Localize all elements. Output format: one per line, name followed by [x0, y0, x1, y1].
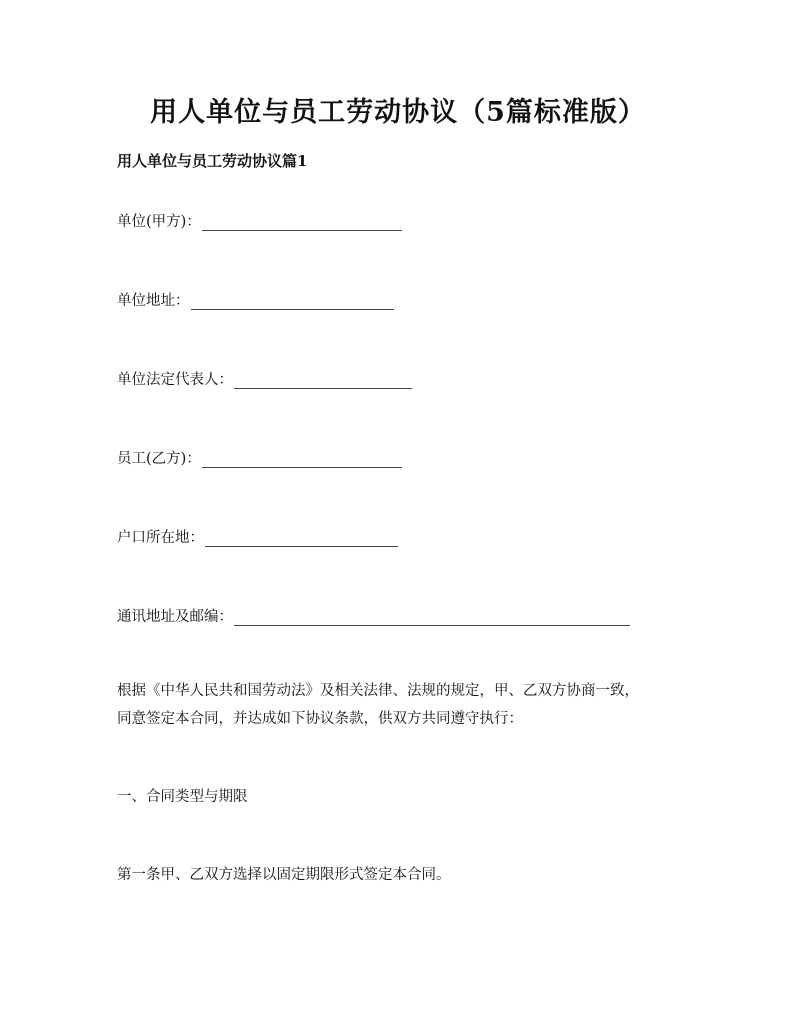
- field-mailing-address-label: 通讯地址及邮编：: [117, 609, 233, 625]
- intro-line-1: 根据《中华人民共和国劳动法》及相关法律、法规的规定，甲、乙双方协商一致，: [117, 683, 639, 699]
- field-employer: [117, 210, 402, 231]
- field-household-registration-label: 户口所在地：: [117, 530, 204, 546]
- field-employee: [117, 447, 402, 468]
- field-household-registration-blank: [205, 530, 398, 547]
- field-employer-label: 单位(甲方)：: [117, 214, 201, 230]
- field-legal-representative-label: 单位法定代表人：: [117, 372, 233, 388]
- field-employer-blank: [202, 214, 402, 231]
- section-heading: 一、合同类型与期限: [117, 789, 248, 805]
- document-title: 用人单位与员工劳动协议（5篇标准版）: [150, 97, 646, 128]
- field-legal-representative-blank: [234, 372, 412, 389]
- field-household-registration: [117, 526, 398, 547]
- field-employer-address-label: 单位地址：: [117, 293, 190, 309]
- article-1: 第一条甲、乙双方选择以固定期限形式签定本合同。: [117, 867, 451, 883]
- field-employer-address-blank: [191, 293, 394, 310]
- field-employer-address: [117, 289, 394, 310]
- document-subtitle: 用人单位与员工劳动协议篇1: [117, 152, 308, 170]
- field-mailing-address: [117, 605, 630, 626]
- field-mailing-address-blank: [234, 609, 630, 626]
- field-employee-label: 员工(乙方)：: [117, 451, 201, 467]
- intro-line-2: 同意签定本合同，并达成如下协议条款，供双方共同遵守执行：: [117, 711, 523, 727]
- field-legal-representative: [117, 368, 412, 389]
- field-employee-blank: [202, 451, 402, 468]
- intro-paragraph: [117, 677, 687, 733]
